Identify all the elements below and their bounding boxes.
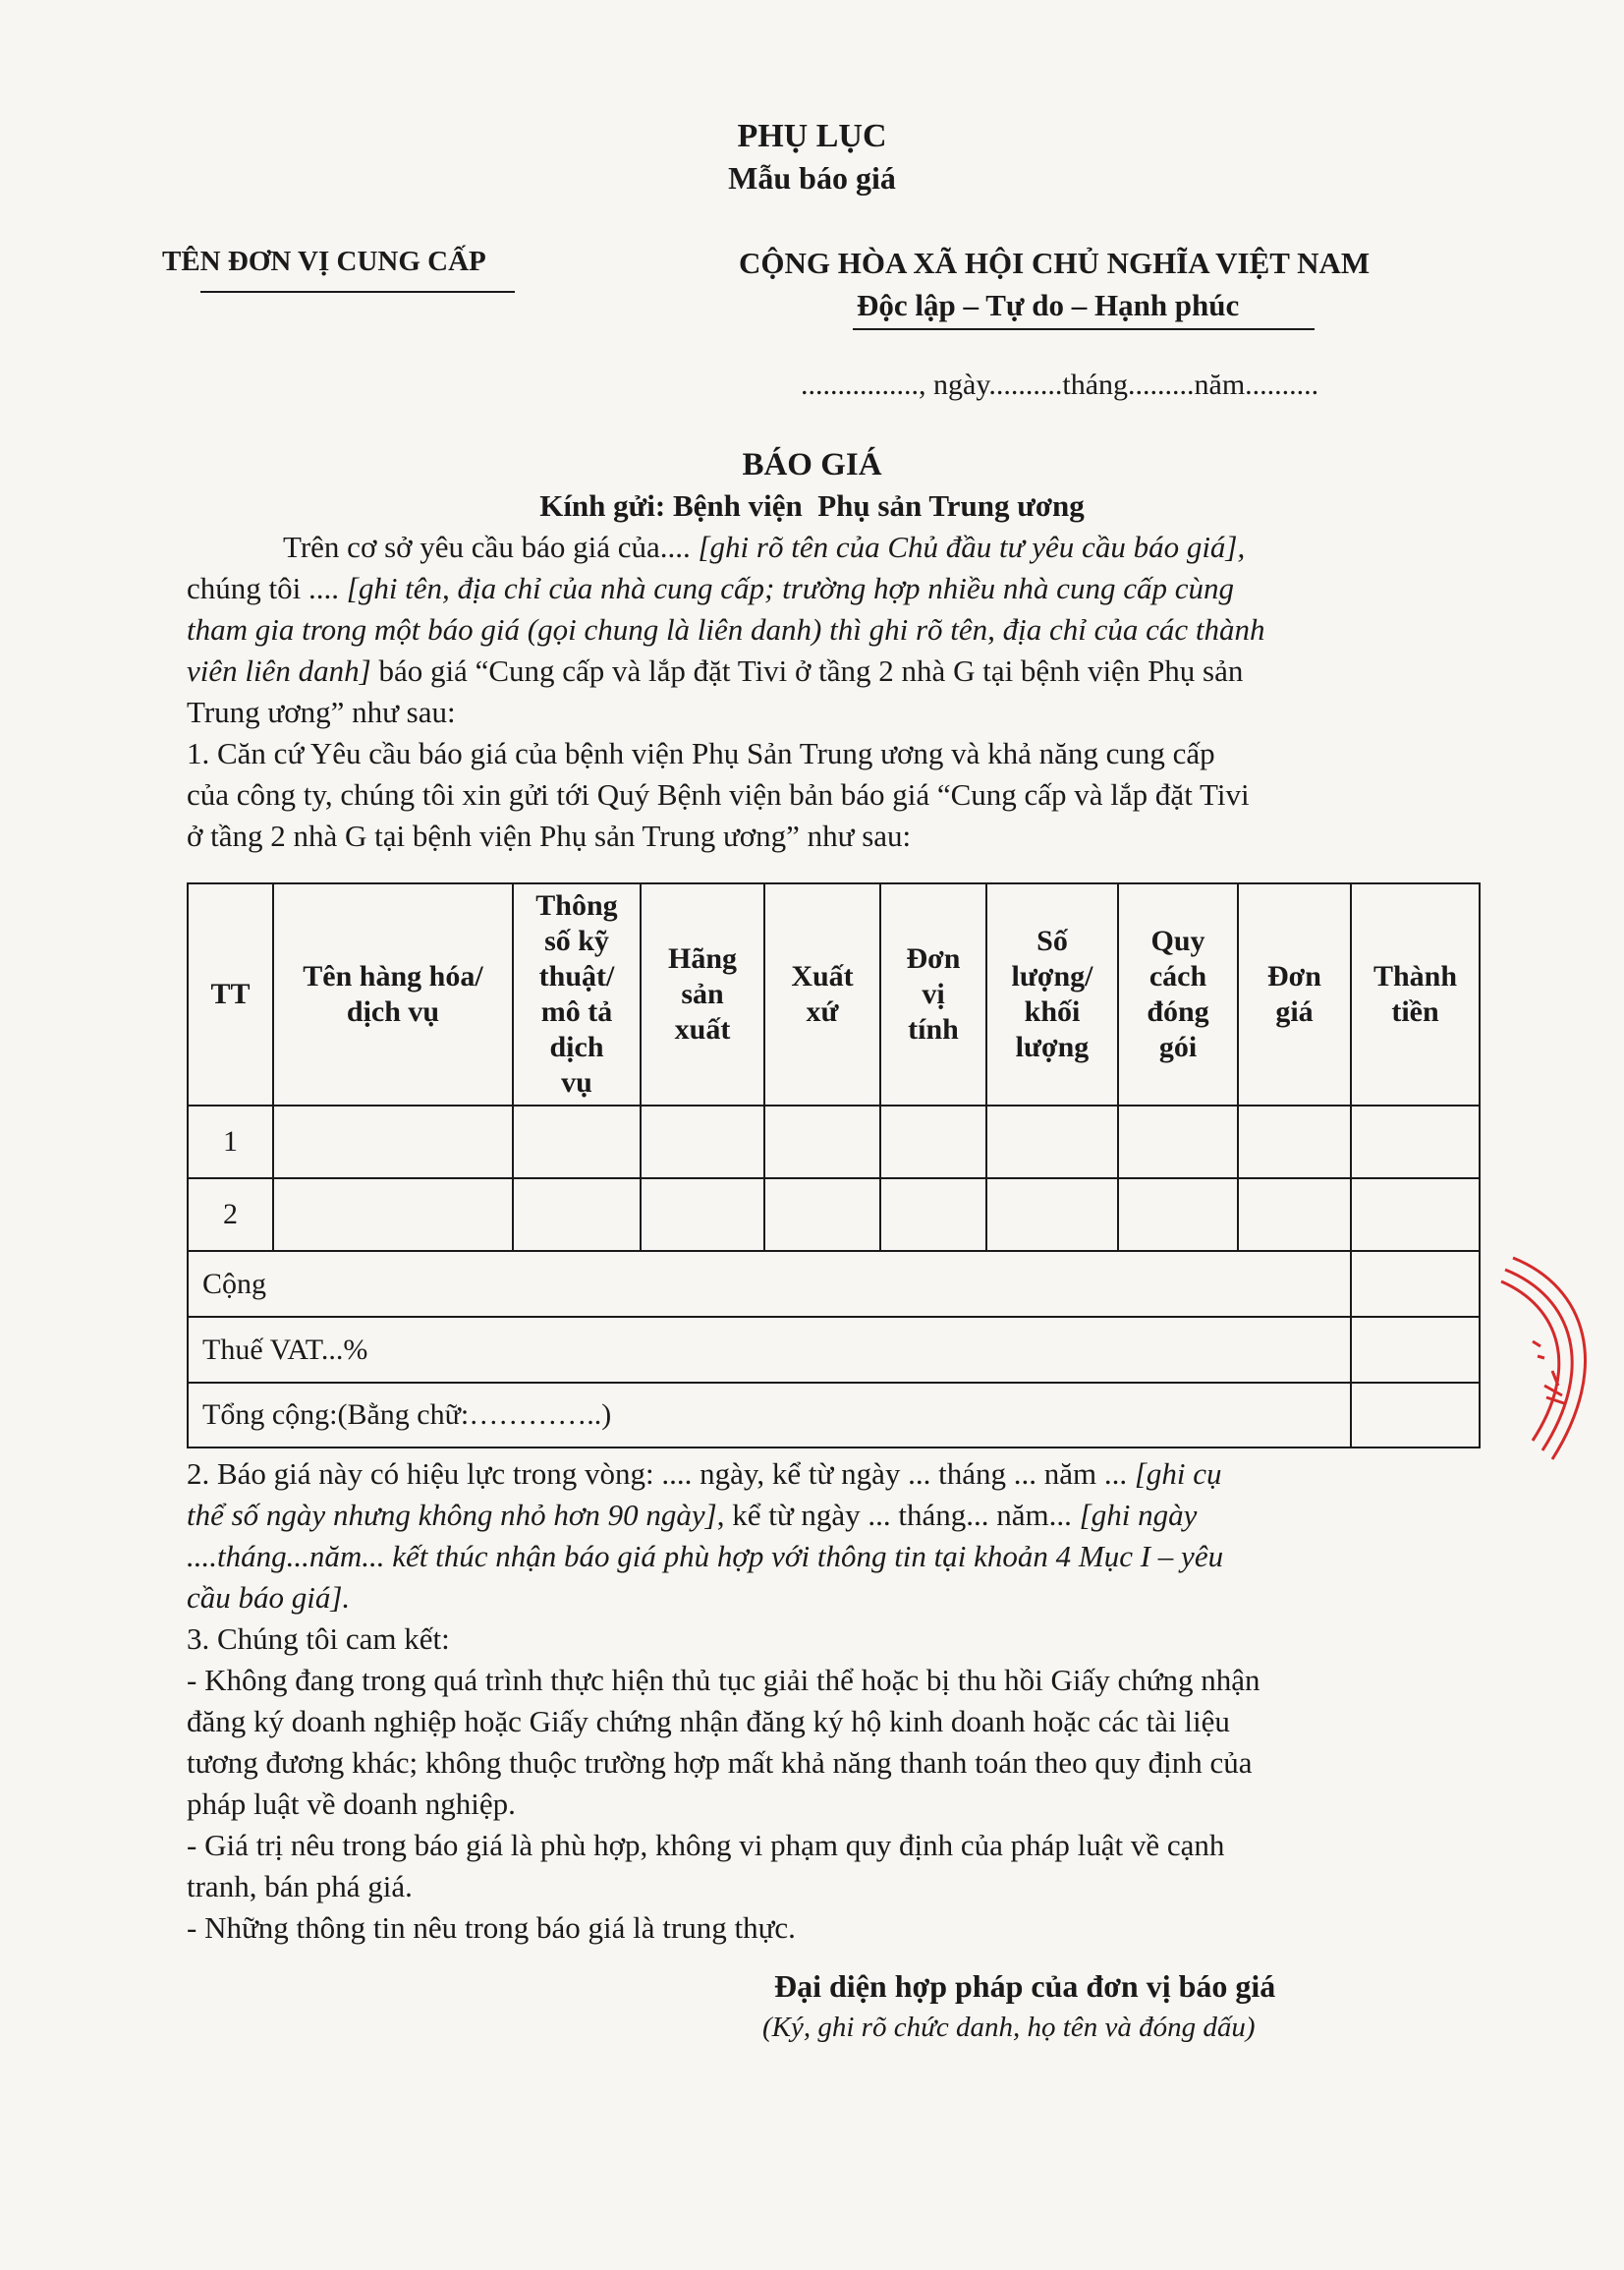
vat-label: Thuế VAT...%: [188, 1317, 1351, 1383]
intro-placeholder: viên liên danh]: [187, 653, 371, 688]
header-line: tiền: [1391, 995, 1439, 1028]
section2-line-1: [187, 1453, 1222, 1495]
intro-placeholder: [ghi tên, địa chỉ của nhà cung cấp; trường hợp nhiều nhà cung cấp cùng: [346, 571, 1234, 605]
header-tt: [188, 883, 273, 1106]
total-label: Cộng: [188, 1251, 1351, 1317]
header-line: dịch: [549, 1031, 604, 1063]
header-line: xứ: [806, 995, 839, 1028]
header-manufacturer: [641, 883, 764, 1106]
intro-text: Trên cơ sở yêu cầu báo giá của....: [283, 530, 699, 564]
national-motto: Độc lập – Tự do – Hạnh phúc: [857, 288, 1240, 322]
header-line: Xuất: [791, 960, 854, 993]
header-line: cách: [1148, 960, 1207, 993]
header-line: mô tả: [540, 995, 613, 1028]
commitment-3-line-1: - Những thông tin nêu trong báo giá là trung thực.: [187, 1910, 796, 1945]
header-line: Thông: [535, 889, 618, 922]
header-line: lượng/: [1011, 960, 1093, 993]
row-number: 1: [188, 1106, 273, 1178]
grand-total-row: [188, 1383, 1480, 1447]
section1-line-3: ở tầng 2 nhà G tại bệnh viện Phụ sản Trung ương” như sau:: [187, 819, 912, 853]
table-row: [188, 1178, 1480, 1251]
nation-title: CỘNG HÒA XÃ HỘI CHỦ NGHĨA VIỆT NAM: [739, 246, 1371, 280]
motto-underline: [853, 328, 1315, 330]
section1-line-1: 1. Căn cứ Yêu cầu báo giá của bệnh viện Phụ Sản Trung ương và khả năng cung cấp: [187, 736, 1215, 770]
header-amount: [1351, 883, 1480, 1106]
header-line: gói: [1158, 1031, 1198, 1063]
table-header-row: [188, 883, 1480, 1106]
section2-line-3: ....tháng...năm... kết thúc nhận báo giá phù hợp với thông tin tại khoản 4 Mục I – yêu: [187, 1539, 1224, 1573]
intro-line-2: [187, 568, 1234, 609]
header-line: vị: [922, 978, 945, 1010]
validity-text: 2. Báo giá này có hiệu lực trong vòng: .... ngày, kể từ ngày ... tháng ... năm ...: [187, 1456, 1135, 1491]
addressee: Kính gửi: Bệnh viện Phụ sản Trung ương: [539, 488, 1085, 523]
total-row: [188, 1251, 1480, 1317]
header-line: khối: [1024, 995, 1081, 1028]
header-line: đóng: [1147, 995, 1209, 1028]
header-line: dịch vụ: [346, 995, 440, 1028]
commitment-1-line-1: - Không đang trong quá trình thực hiện thủ tục giải thể hoặc bị thu hồi Giấy chứng nhận: [187, 1663, 1260, 1697]
header-unit-price: [1238, 883, 1351, 1106]
intro-line-4: [187, 651, 1243, 692]
supplier-underline: [200, 291, 515, 293]
vat-row: [188, 1317, 1480, 1383]
date-line: ................, ngày..........tháng.........năm..........: [801, 369, 1319, 401]
intro-placeholder: [ghi rõ tên của Chủ đầu tư yêu cầu báo giá],: [698, 530, 1246, 564]
header-line: số kỹ: [544, 925, 609, 957]
section2-line-2: [187, 1495, 1197, 1536]
validity-placeholder: thể số ngày nhưng không nhỏ hơn 90 ngày]: [187, 1498, 717, 1532]
commitment-2-line-2: tranh, bán phá giá.: [187, 1869, 413, 1903]
header-line: Số: [1036, 925, 1068, 957]
document-title: BÁO GIÁ: [742, 447, 882, 482]
header-line: vụ: [561, 1066, 592, 1099]
validity-placeholder: [ghi ngày: [1079, 1498, 1198, 1532]
validity-placeholder: [ghi cụ: [1134, 1456, 1222, 1491]
header-line: thuật/: [538, 960, 615, 993]
header-line: giá: [1275, 995, 1314, 1028]
intro-text: chúng tôi ....: [187, 571, 347, 605]
validity-text: , kể từ ngày ... tháng... năm...: [716, 1498, 1080, 1532]
stamp-mark: [1493, 1248, 1624, 1474]
commitment-1-line-4: pháp luật về doanh nghiệp.: [187, 1787, 516, 1821]
table-row: [188, 1106, 1480, 1178]
quote-table: [187, 882, 1481, 1448]
header-spec: [513, 883, 641, 1106]
header-line: Đơn: [906, 942, 961, 975]
header-line: Thành: [1372, 960, 1458, 993]
grand-total-label: Tổng cộng:(Bằng chữ:…………..): [188, 1383, 1351, 1447]
commitment-1-line-2: đăng ký doanh nghiệp hoặc Giấy chứng nhận đăng ký hộ kinh doanh hoặc các tài liệu: [187, 1704, 1230, 1738]
intro-line-3: tham gia trong một báo giá (gọi chung là liên danh) thì ghi rõ tên, địa chỉ của các thành: [187, 612, 1265, 647]
intro-text: báo giá “Cung cấp và lắp đặt Tivi ở tầng 2 nhà G tại bệnh viện Phụ sản: [370, 653, 1244, 688]
commitment-2-line-1: - Giá trị nêu trong báo giá là phù hợp, không vi phạm quy định của pháp luật về cạnh: [187, 1828, 1225, 1862]
commitment-1-line-3: tương đương khác; không thuộc trường hợp mất khả năng thanh toán theo quy định của: [187, 1745, 1253, 1780]
section2-line-4: cầu báo giá].: [187, 1580, 351, 1615]
header-line: TT: [210, 978, 251, 1010]
header-line: sản: [681, 978, 724, 1010]
appendix-title: PHỤ LỤC: [737, 118, 887, 154]
supplier-name-label: TÊN ĐƠN VỊ CUNG CẤP: [162, 246, 486, 277]
header-unit: [880, 883, 986, 1106]
header-quantity: [986, 883, 1118, 1106]
intro-line-1: [283, 527, 1245, 568]
intro-line-5: Trung ương” như sau:: [187, 695, 456, 729]
header-line: Hãng: [667, 942, 738, 975]
signature-note: (Ký, ghi rõ chức danh, họ tên và đóng dấu): [762, 2012, 1256, 2043]
header-line: tính: [908, 1013, 959, 1046]
header-line: Đơn: [1267, 960, 1321, 993]
header-origin: [764, 883, 880, 1106]
header-line: Quy: [1150, 925, 1205, 957]
header-line: lượng: [1015, 1031, 1090, 1063]
appendix-subtitle: Mẫu báo giá: [728, 160, 896, 196]
section1-line-2: của công ty, chúng tôi xin gửi tới Quý Bệnh viện bản báo giá “Cung cấp và lắp đặt Tivi: [187, 777, 1250, 812]
header-line: Tên hàng hóa/: [303, 960, 483, 993]
header-goods-name: [273, 883, 513, 1106]
header-packing: [1118, 883, 1238, 1106]
header-line: xuất: [674, 1013, 731, 1046]
row-number: 2: [188, 1178, 273, 1251]
section3-heading: 3. Chúng tôi cam kết:: [187, 1621, 450, 1656]
signature-title: Đại diện hợp pháp của đơn vị báo giá: [774, 1968, 1276, 2004]
